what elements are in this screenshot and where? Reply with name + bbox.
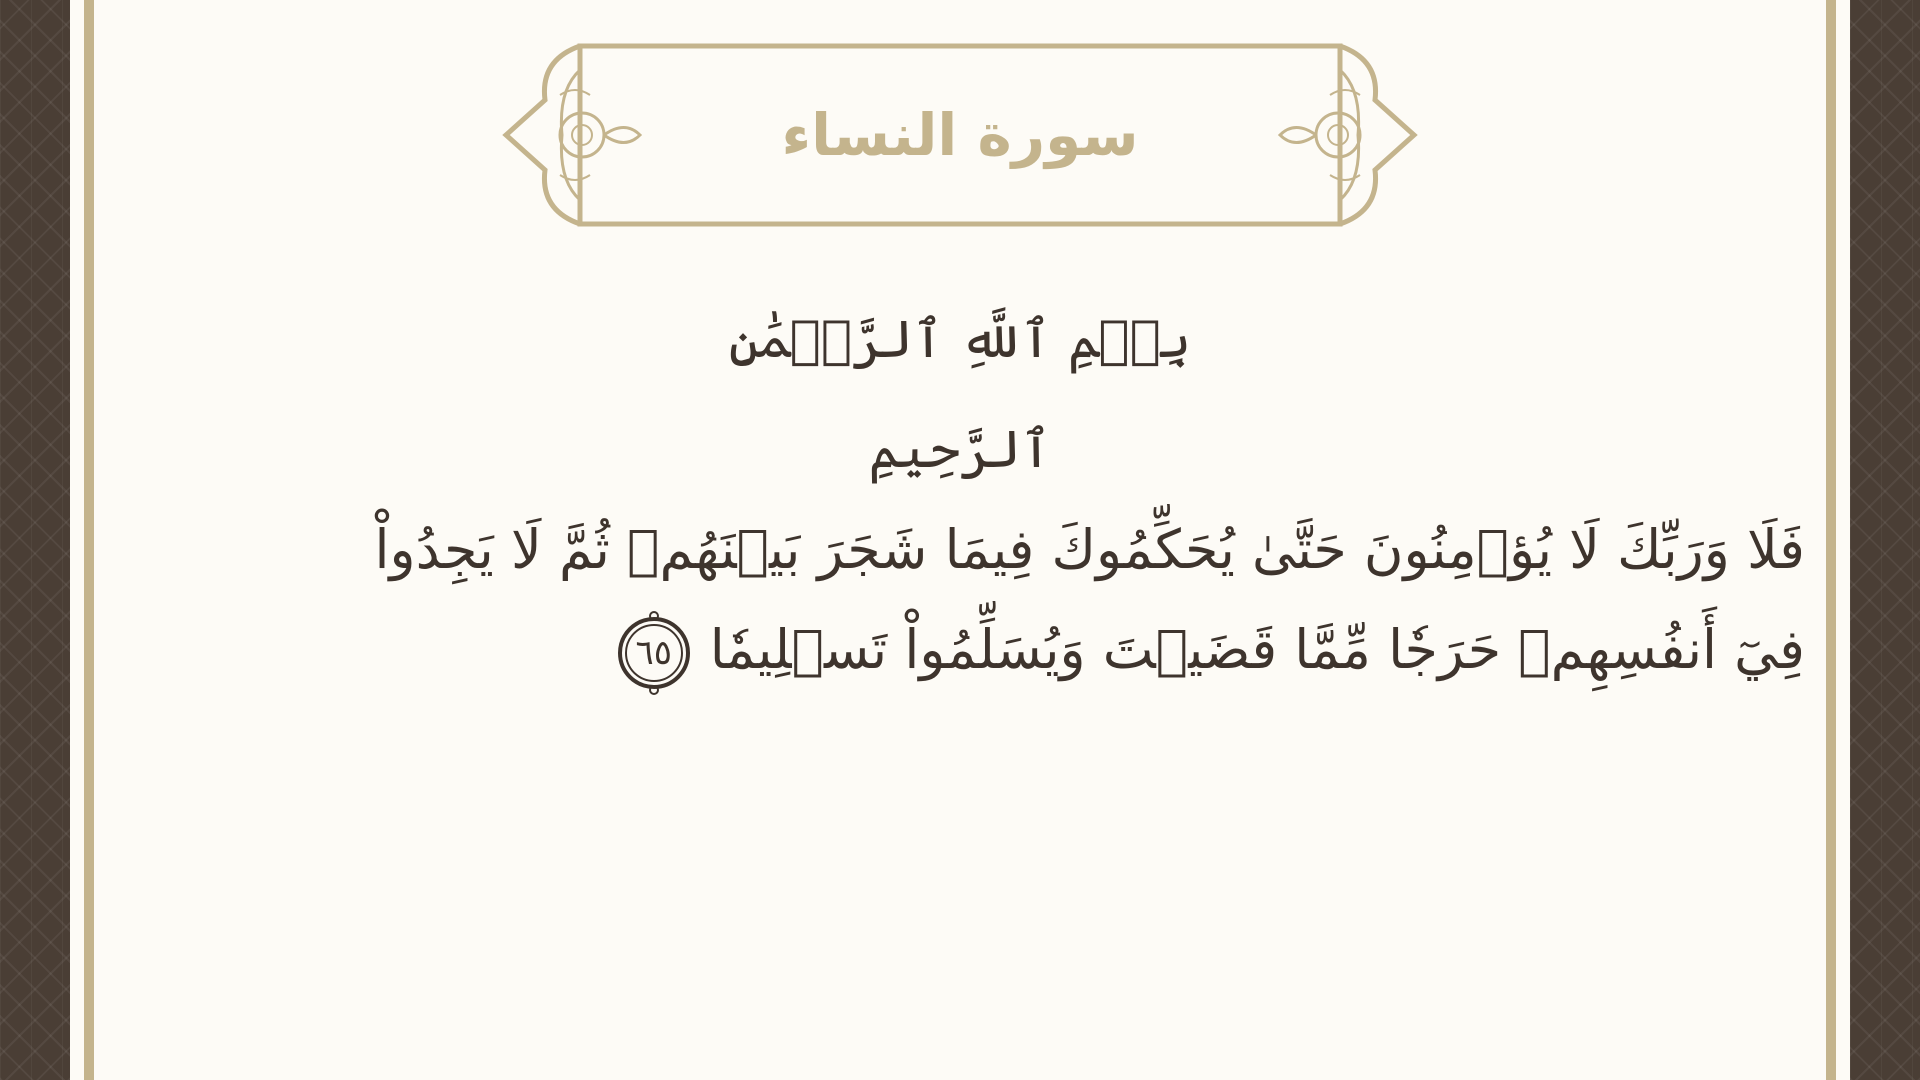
left-gold-rule (84, 0, 94, 1080)
ayah-end-marker (612, 611, 696, 695)
right-ornamental-border (1850, 0, 1920, 1080)
verse-line-2-text: فِيٓ أَنفُسِهِمۡ حَرَجٗا مِّمَّا قَضَيۡتَ وَيُسَلِّمُواْ تَسۡلِيمٗا (709, 618, 1805, 681)
basmala: بِسۡمِ ٱللَّهِ ٱلرَّحۡمَٰنِ ٱلرَّحِيمِ (728, 310, 1192, 480)
left-ornamental-border (0, 0, 70, 1080)
verse-line-1: فَلَا وَرَبِّكَ لَا يُؤۡمِنُونَ حَتَّىٰ يُحَكِّمُوكَ فِيمَا شَجَرَ بَيۡنَهُمۡ ثُمَّ لَا يَجِدُواْ (374, 518, 1805, 581)
ayah-number: ٦٥ (635, 633, 672, 674)
surah-title: سورة النساء (781, 101, 1139, 169)
surah-header-frame (500, 40, 1420, 230)
verse-line-2 (220, 600, 1805, 700)
verse-text (220, 500, 1805, 700)
right-gold-rule (1826, 0, 1836, 1080)
